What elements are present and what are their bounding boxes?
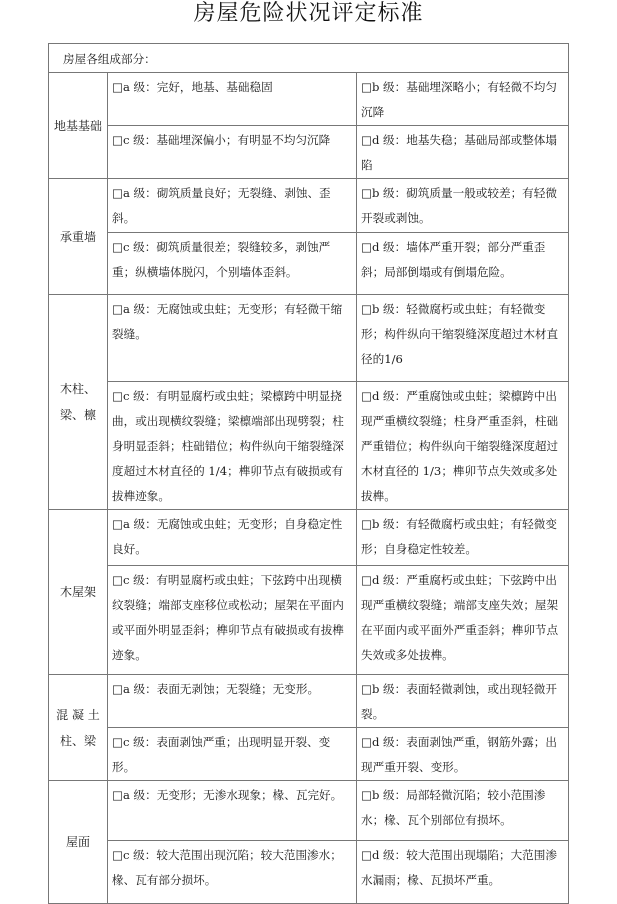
header-row (49, 44, 569, 73)
grade-d-option[interactable]: □d 级：墙体严重开裂；部分严重歪斜；局部倒塌或有倒塌危险。 (357, 233, 569, 295)
grade-c-option[interactable]: □c 级：砌筑质量很差；裂缝较多，剥蚀严重；纵横墙体脱闪，个别墙体歪斜。 (108, 233, 357, 295)
grade-b-option[interactable]: □b 级：轻微腐朽或虫蛀；有轻微变形；构件纵向干缩裂缝深度超过木材直径的1/6 (357, 295, 569, 382)
grade-c-option[interactable]: □c 级：有明显腐朽或虫蛀；梁檩跨中明显挠曲，或出现横纹裂缝；梁檩端部出现劈裂；柱身明显歪斜；柱础错位；构件纵向干缩裂缝深度超过木材直径的 1/4；榫卯节点有破损或有拔榫迹象。 (108, 382, 357, 510)
section-row-load-bearing-wall (49, 233, 569, 295)
grade-b-option[interactable]: □b 级：表面轻微剥蚀，或出现轻微开裂。 (357, 675, 569, 728)
grade-c-option[interactable]: □c 级：较大范围出现沉陷；较大范围渗水；椽、瓦有部分损坏。 (108, 841, 357, 904)
page-title: 房屋危险状况评定标准 (193, 1, 424, 26)
section-row-timber-column-beam-purlin (49, 382, 569, 510)
header-label: 房屋各组成部分： (49, 44, 569, 73)
section-row-timber-roof-truss (49, 566, 569, 675)
section-row-roof (49, 841, 569, 904)
section-row-foundation (49, 126, 569, 179)
grade-d-option[interactable]: □d 级：表面剥蚀严重，钢筋外露；出现严重开裂、变形。 (357, 728, 569, 781)
grade-b-option[interactable]: □b 级：砌筑质量一般或较差；有轻微开裂或剥蚀。 (357, 179, 569, 233)
grade-a-option[interactable]: □a 级：表面无剥蚀；无裂缝；无变形。 (108, 675, 357, 728)
component-label: 地基基础 (49, 73, 108, 179)
component-label: 屋面 (49, 781, 108, 904)
grade-a-option[interactable]: □a 级：完好，地基、基础稳固 (108, 73, 357, 126)
grade-a-option[interactable]: □a 级：无腐蚀或虫蛀；无变形；自身稳定性良好。 (108, 510, 357, 566)
section-row-timber-roof-truss (49, 510, 569, 566)
grade-d-option[interactable]: □d 级：地基失稳；基础局部或整体塌陷 (357, 126, 569, 179)
component-label: 木屋架 (49, 510, 108, 675)
section-row-roof (49, 781, 569, 841)
section-row-foundation (49, 73, 569, 126)
section-row-load-bearing-wall (49, 179, 569, 233)
component-label: 木柱、梁、檩 (49, 295, 108, 510)
assessment-table (48, 43, 569, 904)
grade-b-option[interactable]: □b 级：基础埋深略小；有轻微不均匀沉降 (357, 73, 569, 126)
grade-b-option[interactable]: □b 级：有轻微腐朽或虫蛀；有轻微变形；自身稳定性较差。 (357, 510, 569, 566)
section-row-concrete-column-beam (49, 728, 569, 781)
grade-a-option[interactable]: □a 级：无变形；无渗水现象；椽、瓦完好。 (108, 781, 357, 841)
grade-d-option[interactable]: □d 级：较大范围出现塌陷；大范围渗水漏雨；椽、瓦损坏严重。 (357, 841, 569, 904)
grade-c-option[interactable]: □c 级：表面剥蚀严重；出现明显开裂、变形。 (108, 728, 357, 781)
component-label: 混 凝 土 柱、梁 (49, 675, 108, 781)
grade-d-option[interactable]: □d 级：严重腐蚀或虫蛀；梁檩跨中出现严重横纹裂缝；柱身严重歪斜，柱础严重错位；构件纵向干缩裂缝深度超过木材直径的 1/3；榫卯节点失效或多处拔榫。 (357, 382, 569, 510)
grade-a-option[interactable]: □a 级：砌筑质量良好；无裂缝、剥蚀、歪斜。 (108, 179, 357, 233)
section-row-timber-column-beam-purlin (49, 295, 569, 382)
grade-c-option[interactable]: □c 级：基础埋深偏小；有明显不均匀沉降 (108, 126, 357, 179)
grade-b-option[interactable]: □b 级：局部轻微沉陷；较小范围渗水；椽、瓦个别部位有损坏。 (357, 781, 569, 841)
section-row-concrete-column-beam (49, 675, 569, 728)
grade-c-option[interactable]: □c 级：有明显腐朽或虫蛀；下弦跨中出现横纹裂缝；端部支座移位或松动；屋架在平面内或平面外明显歪斜；榫卯节点有破损或有拔榫迹象。 (108, 566, 357, 675)
component-label: 承重墙 (49, 179, 108, 295)
grade-a-option[interactable]: □a 级：无腐蚀或虫蛀；无变形；有轻微干缩裂缝。 (108, 295, 357, 382)
grade-d-option[interactable]: □d 级：严重腐朽或虫蛀；下弦跨中出现严重横纹裂缝；端部支座失效；屋架在平面内或平面外严重歪斜；榫卯节点失效或多处拔榫。 (357, 566, 569, 675)
